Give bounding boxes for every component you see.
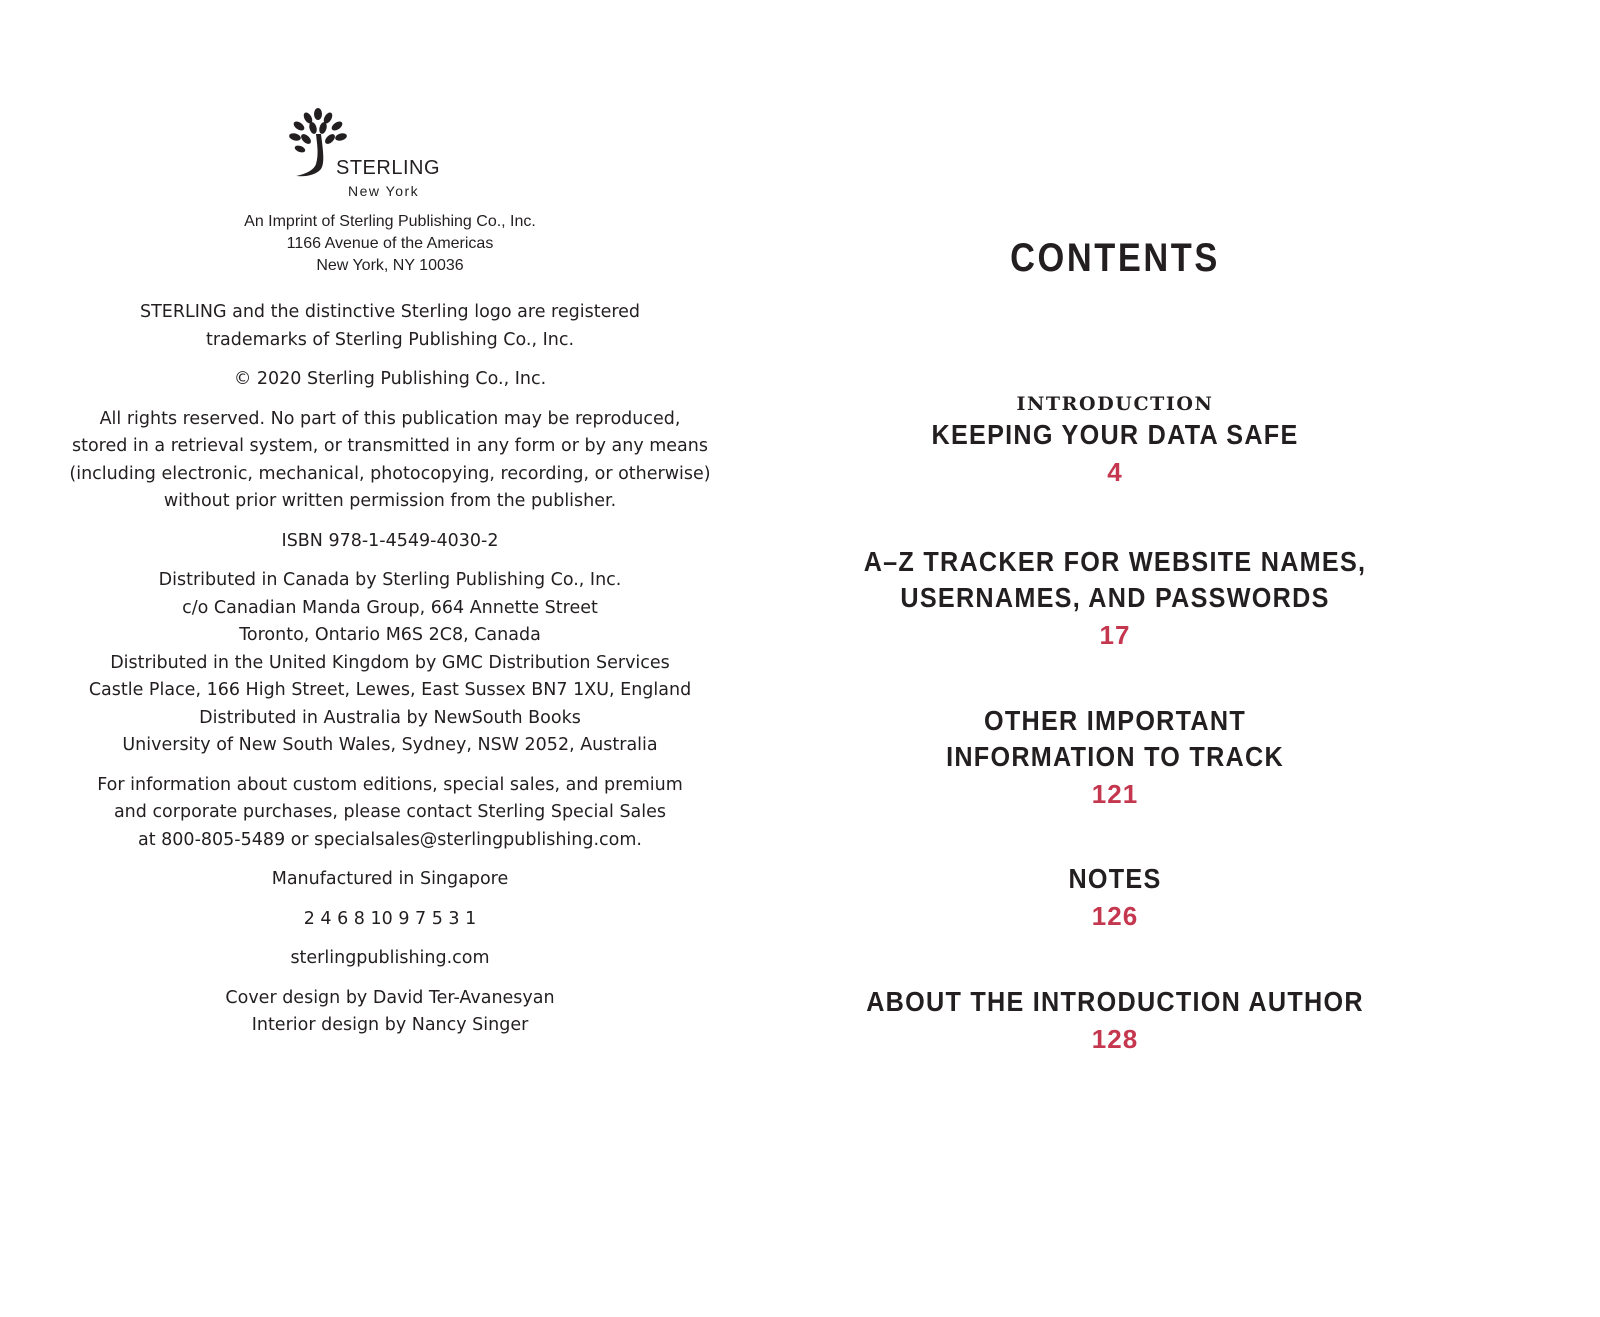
distribution-info bbox=[0, 567, 780, 760]
text-line: Cover design by David Ter-Avanesyan bbox=[225, 987, 555, 1008]
toc-heading: KEEPING YOUR DATA SAFE bbox=[931, 419, 1299, 450]
website bbox=[0, 945, 780, 973]
text-line: Distributed in Canada by Sterling Publishing Co., Inc. bbox=[158, 570, 622, 590]
trademark-notice bbox=[0, 299, 780, 354]
toc-entry-tracker[interactable] bbox=[800, 544, 1430, 654]
toc-page-number: 121 bbox=[1091, 779, 1139, 809]
toc-heading: OTHER IMPORTANT bbox=[983, 705, 1247, 736]
special-sales-info bbox=[0, 772, 780, 855]
imprint-line: 1166 Avenue of the Americas bbox=[286, 235, 494, 252]
toc-entry-about-author[interactable] bbox=[800, 984, 1430, 1058]
toc-entry-other-information[interactable] bbox=[800, 703, 1430, 813]
text-line: STERLING and the distinctive Sterling logo are registered bbox=[139, 302, 641, 322]
logo-city: New York bbox=[348, 183, 420, 199]
text-line: Distributed in Australia by NewSouth Books bbox=[199, 707, 581, 728]
toc-heading: NOTES bbox=[1068, 863, 1162, 894]
text-line: Manufactured in Singapore bbox=[271, 869, 509, 889]
toc-heading: INFORMATION TO TRACK bbox=[946, 741, 1284, 772]
text-line: sterlingpublishing.com bbox=[290, 948, 490, 968]
toc-page-number: 126 bbox=[1091, 901, 1139, 931]
copyright-notice bbox=[0, 366, 780, 394]
text-line: © 2020 Sterling Publishing Co., Inc. bbox=[233, 369, 547, 389]
text-line: (including electronic, mechanical, photocopying, recording, or otherwise) bbox=[69, 463, 711, 484]
toc-entry-introduction[interactable] bbox=[800, 391, 1430, 491]
text-line: For information about custom editions, special sales, and premium bbox=[97, 774, 683, 795]
text-line: c/o Canadian Manda Group, 664 Annette Street bbox=[182, 597, 598, 618]
toc-heading: A–Z TRACKER FOR WEBSITE NAMES, bbox=[863, 546, 1367, 577]
text-line: at 800-805-5489 or specialsales@sterlingpublishing.com. bbox=[138, 829, 642, 850]
text-line: ISBN 978-1-4549-4030-2 bbox=[281, 530, 499, 551]
toc-heading: ABOUT THE INTRODUCTION AUTHOR bbox=[866, 986, 1364, 1017]
text-line: without prior written permission from the publisher. bbox=[163, 491, 617, 511]
text-line: University of New South Wales, Sydney, NSW 2052, Australia bbox=[122, 735, 658, 755]
publisher-logo bbox=[286, 108, 446, 198]
toc-kicker: INTRODUCTION bbox=[1016, 393, 1214, 415]
text-line: Interior design by Nancy Singer bbox=[251, 1015, 529, 1035]
text-line: 2 4 6 8 10 9 7 5 3 1 bbox=[303, 908, 477, 929]
legal-notices bbox=[0, 299, 780, 1052]
printing-line bbox=[0, 906, 780, 934]
text-line: Toronto, Ontario M6S 2C8, Canada bbox=[239, 625, 541, 645]
isbn bbox=[0, 528, 780, 556]
text-line: Distributed in the United Kingdom by GMC Distribution Services bbox=[110, 652, 670, 673]
text-line: stored in a retrieval system, or transmitted in any form or by any means bbox=[71, 436, 708, 456]
design-credits bbox=[0, 985, 780, 1040]
text-line: trademarks of Sterling Publishing Co., Inc. bbox=[205, 329, 575, 350]
toc-heading: USERNAMES, AND PASSWORDS bbox=[900, 582, 1330, 613]
toc-entry-notes[interactable] bbox=[800, 861, 1430, 935]
logo-wordmark: STERLING bbox=[336, 157, 441, 179]
page-title: CONTENTS bbox=[1010, 236, 1220, 280]
imprint-line: An Imprint of Sterling Publishing Co., Inc. bbox=[244, 213, 536, 230]
text-line: and corporate purchases, please contact Sterling Special Sales bbox=[113, 802, 667, 822]
toc-page-number: 128 bbox=[1091, 1024, 1139, 1054]
imprint-line: New York, NY 10036 bbox=[316, 257, 464, 274]
rights-notice bbox=[0, 406, 780, 516]
manufacture-info bbox=[0, 866, 780, 894]
toc-page-number: 4 bbox=[1107, 457, 1123, 487]
contents-page bbox=[800, 0, 1600, 1317]
text-line: Castle Place, 166 High Street, Lewes, East Sussex BN7 1XU, England bbox=[88, 680, 692, 700]
toc-page-number: 17 bbox=[1099, 620, 1131, 650]
copyright-page bbox=[0, 0, 780, 1317]
text-line: All rights reserved. No part of this publication may be reproduced, bbox=[99, 408, 681, 429]
imprint-address bbox=[0, 211, 780, 277]
